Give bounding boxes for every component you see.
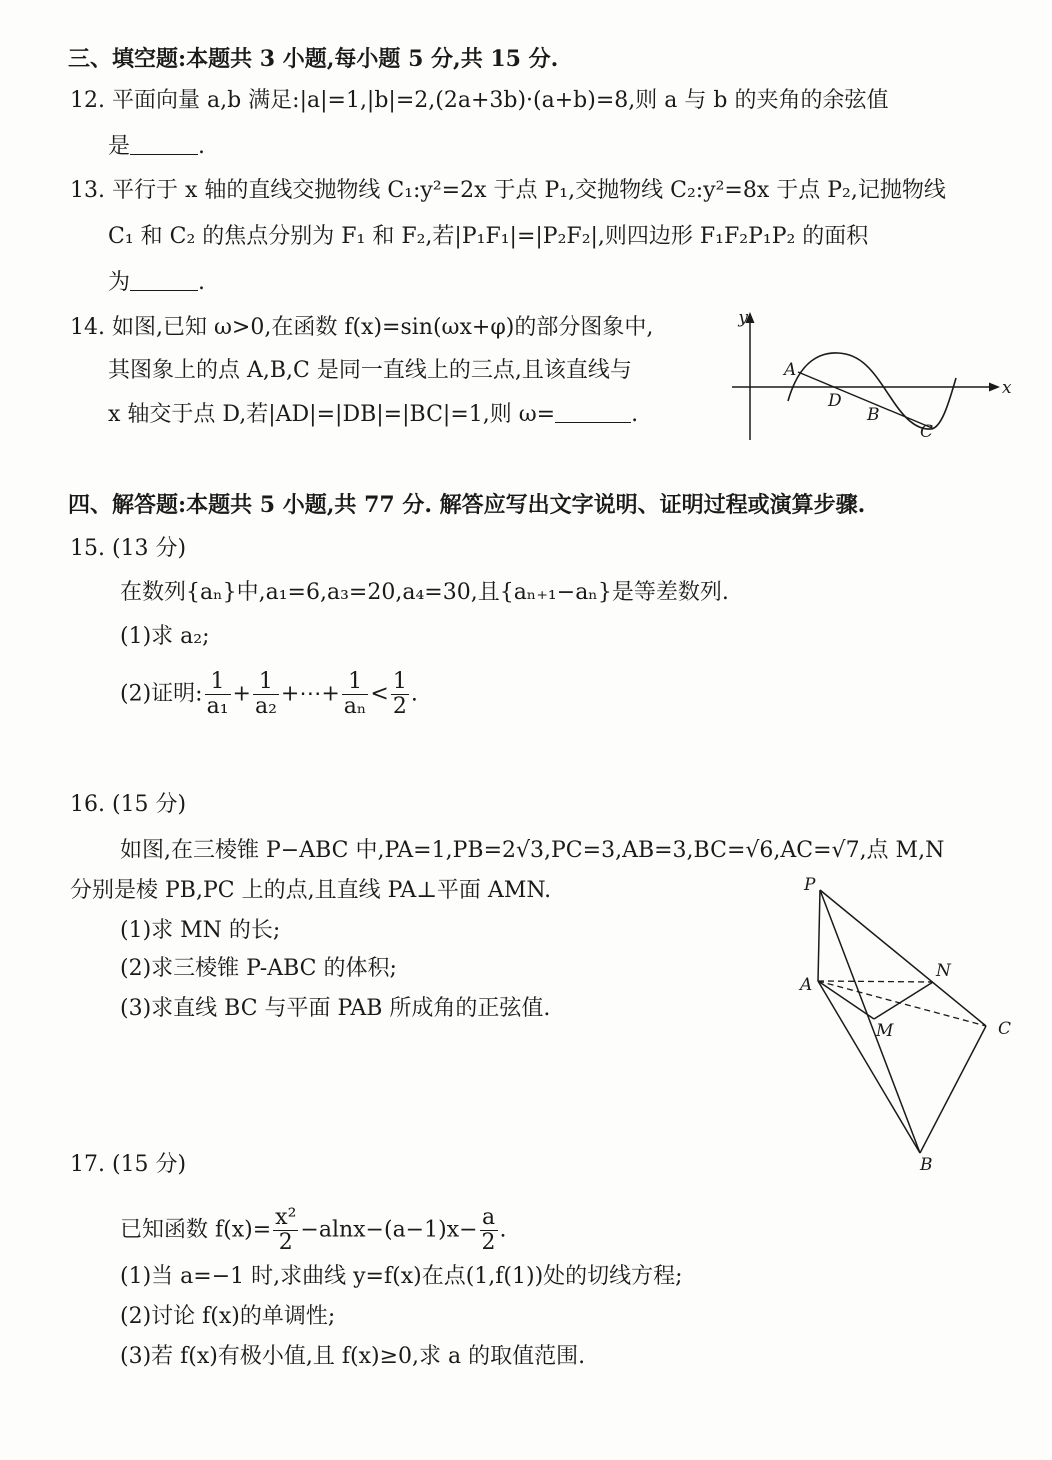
q15-stem: 在数列{aₙ}中,a₁=6,a₃=20,a₄=30,且{aₙ₊₁−aₙ}是等差数列. bbox=[120, 580, 729, 605]
q17-frac1-num: x² bbox=[275, 1205, 297, 1230]
segment-am bbox=[818, 981, 874, 1019]
q12-line2-prefix: 是 bbox=[108, 134, 131, 159]
q16-stem1: 如图,在三棱锥 P−ABC 中,PA=1,PB=2√3,PC=3,AB=3,BC=√6,AC=√7,点 M,N bbox=[120, 838, 945, 863]
q17-part2: (2)讨论 f(x)的单调性; bbox=[120, 1304, 336, 1329]
q12-answer-blank bbox=[130, 132, 198, 155]
q16-part3: (3)求直线 BC 与平面 PAB 所成角的正弦值. bbox=[120, 996, 551, 1021]
q14-line3-suffix: . bbox=[631, 402, 639, 427]
section4-heading: 四、解答题:本题共 5 小题,共 77 分. 解答应写出文字说明、证明过程或演算步骤. bbox=[68, 492, 866, 518]
q17-frac-x2-over-2 bbox=[273, 1206, 298, 1255]
q12-line2-suffix: . bbox=[198, 134, 206, 159]
q15-frac-an-den: aₙ bbox=[343, 694, 367, 719]
edge-ab bbox=[818, 981, 920, 1153]
q15-frac-a1-num: 1 bbox=[205, 670, 231, 695]
q17-frac2-num: a bbox=[480, 1206, 498, 1231]
edge-ac-dashed bbox=[818, 981, 986, 1026]
q16-part2: (2)求三棱锥 P-ABC 的体积; bbox=[120, 956, 397, 981]
section3-heading: 三、填空题:本题共 3 小题,每小题 5 分,共 15 分. bbox=[68, 46, 559, 72]
q15-frac-half bbox=[391, 670, 409, 719]
q17-stem-prefix: 已知函数 f(x)= bbox=[120, 1217, 272, 1243]
q17-header: 17. (15 分) bbox=[70, 1152, 187, 1177]
q14-line2: 其图象上的点 A,B,C 是同一直线上的三点,且该直线与 bbox=[108, 358, 632, 383]
q16-stem2: 分别是棱 PB,PC 上的点,且直线 PA⊥平面 AMN. bbox=[70, 878, 552, 903]
y-label: y bbox=[738, 308, 748, 328]
q14-line3-prefix: x 轴交于点 D,若|AD|=|DB|=|BC|=1,则 ω= bbox=[108, 402, 556, 427]
q16-part1: (1)求 MN 的长; bbox=[120, 918, 281, 943]
point-c-label: C bbox=[920, 422, 934, 442]
q17-frac-a-over-2 bbox=[480, 1206, 498, 1255]
q15-part1: (1)求 a₂; bbox=[120, 624, 210, 649]
point-d-label: D bbox=[828, 391, 842, 411]
q13-line2: C₁ 和 C₂ 的焦点分别为 F₁ 和 F₂,若|P₁F₁|=|P₂F₂|,则四边形 F₁F₂P₁P₂ 的面积 bbox=[108, 224, 869, 249]
edge-bc bbox=[920, 1026, 986, 1153]
segment-mn bbox=[874, 982, 933, 1019]
q14-sine-figure bbox=[726, 306, 1016, 446]
vertex-a-label: A bbox=[800, 975, 813, 995]
vertex-b-label: B bbox=[920, 1155, 933, 1175]
segment-an-dashed bbox=[818, 981, 933, 982]
q12-line1: 12. 平面向量 a,b 满足:|a|=1,|b|=2,(2a+3b)·(a+b)=8,则 a 与 b 的夹角的余弦值 bbox=[70, 88, 889, 113]
x-label: x bbox=[1002, 378, 1012, 398]
q15-frac-an bbox=[342, 670, 369, 719]
q12-line2 bbox=[108, 132, 205, 162]
line-abc bbox=[798, 372, 932, 428]
edge-pc bbox=[820, 890, 986, 1026]
x-axis-arrow bbox=[989, 383, 1000, 392]
q15-part2 bbox=[120, 670, 418, 719]
q15-ellipsis: +⋯+ bbox=[280, 681, 340, 707]
q17-frac1-den: 2 bbox=[278, 1230, 293, 1255]
q15-plus: + bbox=[232, 681, 251, 707]
q17-stem-mid: −alnx−(a−1)x− bbox=[300, 1217, 478, 1243]
q15-frac-a1 bbox=[205, 670, 231, 719]
q15-frac-a2-num: 1 bbox=[253, 670, 279, 695]
q13-line3-suffix: . bbox=[198, 270, 206, 295]
q13-line3 bbox=[108, 268, 205, 298]
edge-pa bbox=[818, 890, 820, 981]
q15-less-than: < bbox=[370, 681, 389, 707]
vertex-c-label: C bbox=[998, 1019, 1012, 1039]
q15-frac-half-num: 1 bbox=[392, 669, 407, 694]
q15-frac-a1-den: a₁ bbox=[206, 694, 229, 719]
q15-header: 15. (13 分) bbox=[70, 536, 187, 561]
q15-frac-a2-den: a₂ bbox=[254, 694, 277, 719]
point-a-label: A bbox=[784, 360, 797, 380]
q17-stem bbox=[120, 1206, 507, 1255]
q13-line1: 13. 平行于 x 轴的直线交抛物线 C₁:y²=2x 于点 P₁,交抛物线 C₂:y²=8x 于点 P₂,记抛物线 bbox=[70, 178, 946, 203]
q16-tetrahedron-figure bbox=[790, 868, 1030, 1178]
q16-header: 16. (15 分) bbox=[70, 792, 187, 817]
point-n-label: N bbox=[936, 961, 951, 981]
q14-line3 bbox=[108, 400, 638, 430]
point-m-label: M bbox=[876, 1021, 894, 1041]
q15-frac-a2 bbox=[253, 670, 279, 719]
q15-part2-prefix: (2)证明: bbox=[120, 681, 203, 707]
q13-answer-blank bbox=[130, 268, 198, 291]
q17-part3: (3)若 f(x)有极小值,且 f(x)≥0,求 a 的取值范围. bbox=[120, 1344, 586, 1369]
q17-stem-end: . bbox=[499, 1217, 507, 1243]
q15-frac-half-den: 2 bbox=[392, 694, 407, 719]
q15-part2-end: . bbox=[410, 681, 418, 707]
q13-line3-prefix: 为 bbox=[108, 270, 131, 295]
q17-part1: (1)当 a=−1 时,求曲线 y=f(x)在点(1,f(1))处的切线方程; bbox=[120, 1264, 683, 1289]
edge-pb bbox=[820, 890, 920, 1153]
vertex-p-label: P bbox=[804, 875, 816, 895]
q14-line1: 14. 如图,已知 ω>0,在函数 f(x)=sin(ωx+φ)的部分图象中, bbox=[70, 315, 654, 340]
q14-answer-blank bbox=[555, 400, 631, 423]
point-b-label: B bbox=[867, 405, 880, 425]
q17-frac2-den: 2 bbox=[481, 1230, 496, 1255]
q15-frac-an-num: 1 bbox=[342, 670, 369, 695]
